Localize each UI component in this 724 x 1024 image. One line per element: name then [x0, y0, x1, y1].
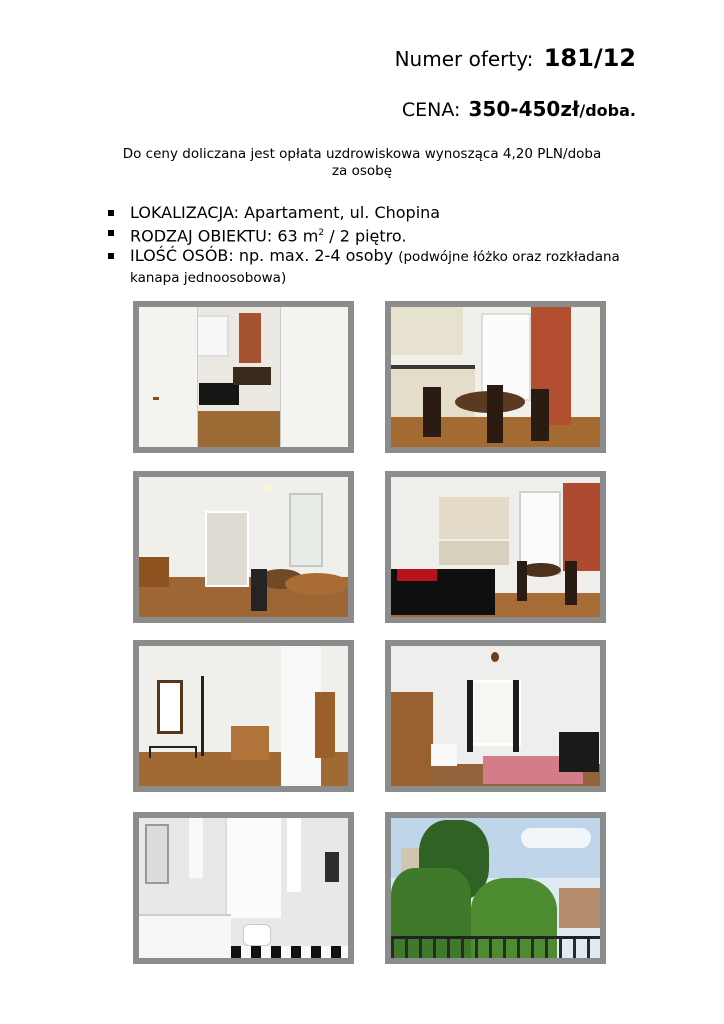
spec-floor-text: / 2 piętro.: [324, 226, 407, 246]
price-line: [402, 97, 636, 121]
price-value: 350-450zł: [468, 97, 580, 121]
offer-number-label: Numer oferty:: [394, 47, 534, 71]
square-bullet-icon: [108, 253, 114, 259]
spec-property-type: [108, 223, 628, 246]
photo-kitchen-dining: [385, 301, 606, 453]
offer-number-line: [395, 44, 636, 72]
photo-bedroom: [385, 640, 606, 792]
square-bullet-icon: [108, 230, 114, 236]
photo-living-room-table: [133, 471, 354, 623]
spa-fee-note-line-1: Do ceny doliczana jest opłata uzdrowiskowa wynosząca 4,20 PLN/doba: [122, 146, 602, 162]
photo-hallway: [133, 640, 354, 792]
spa-fee-note-line-2: za osobę: [331, 163, 393, 179]
spec-guests: [108, 246, 628, 288]
spa-fee-note: [90, 146, 634, 180]
spec-area-superscript: 2: [318, 228, 325, 238]
photo-living-room-doorway: [133, 301, 354, 453]
spec-location-text: LOKALIZACJA: Apartament, ul. Chopina: [130, 203, 441, 222]
price-label: CENA:: [401, 99, 461, 121]
photo-bathroom: [133, 812, 354, 964]
spec-guests-note: (podwójne łóżko oraz rozkładana kanapa jednoosobowa): [130, 249, 620, 287]
property-specs-list: [108, 203, 628, 288]
spec-guests-text: ILOŚĆ OSÓB: np. max. 2-4 osoby: [130, 246, 399, 266]
spec-property-type-text: RODZAJ OBIEKTU: 63 m: [130, 226, 319, 246]
spec-location: [108, 203, 628, 223]
photo-balcony-view: [385, 812, 606, 964]
price-unit: /doba.: [579, 101, 636, 120]
offer-number-value: 181/12: [543, 44, 636, 72]
square-bullet-icon: [108, 210, 114, 216]
photo-kitchen-living-sofa: [385, 471, 606, 623]
